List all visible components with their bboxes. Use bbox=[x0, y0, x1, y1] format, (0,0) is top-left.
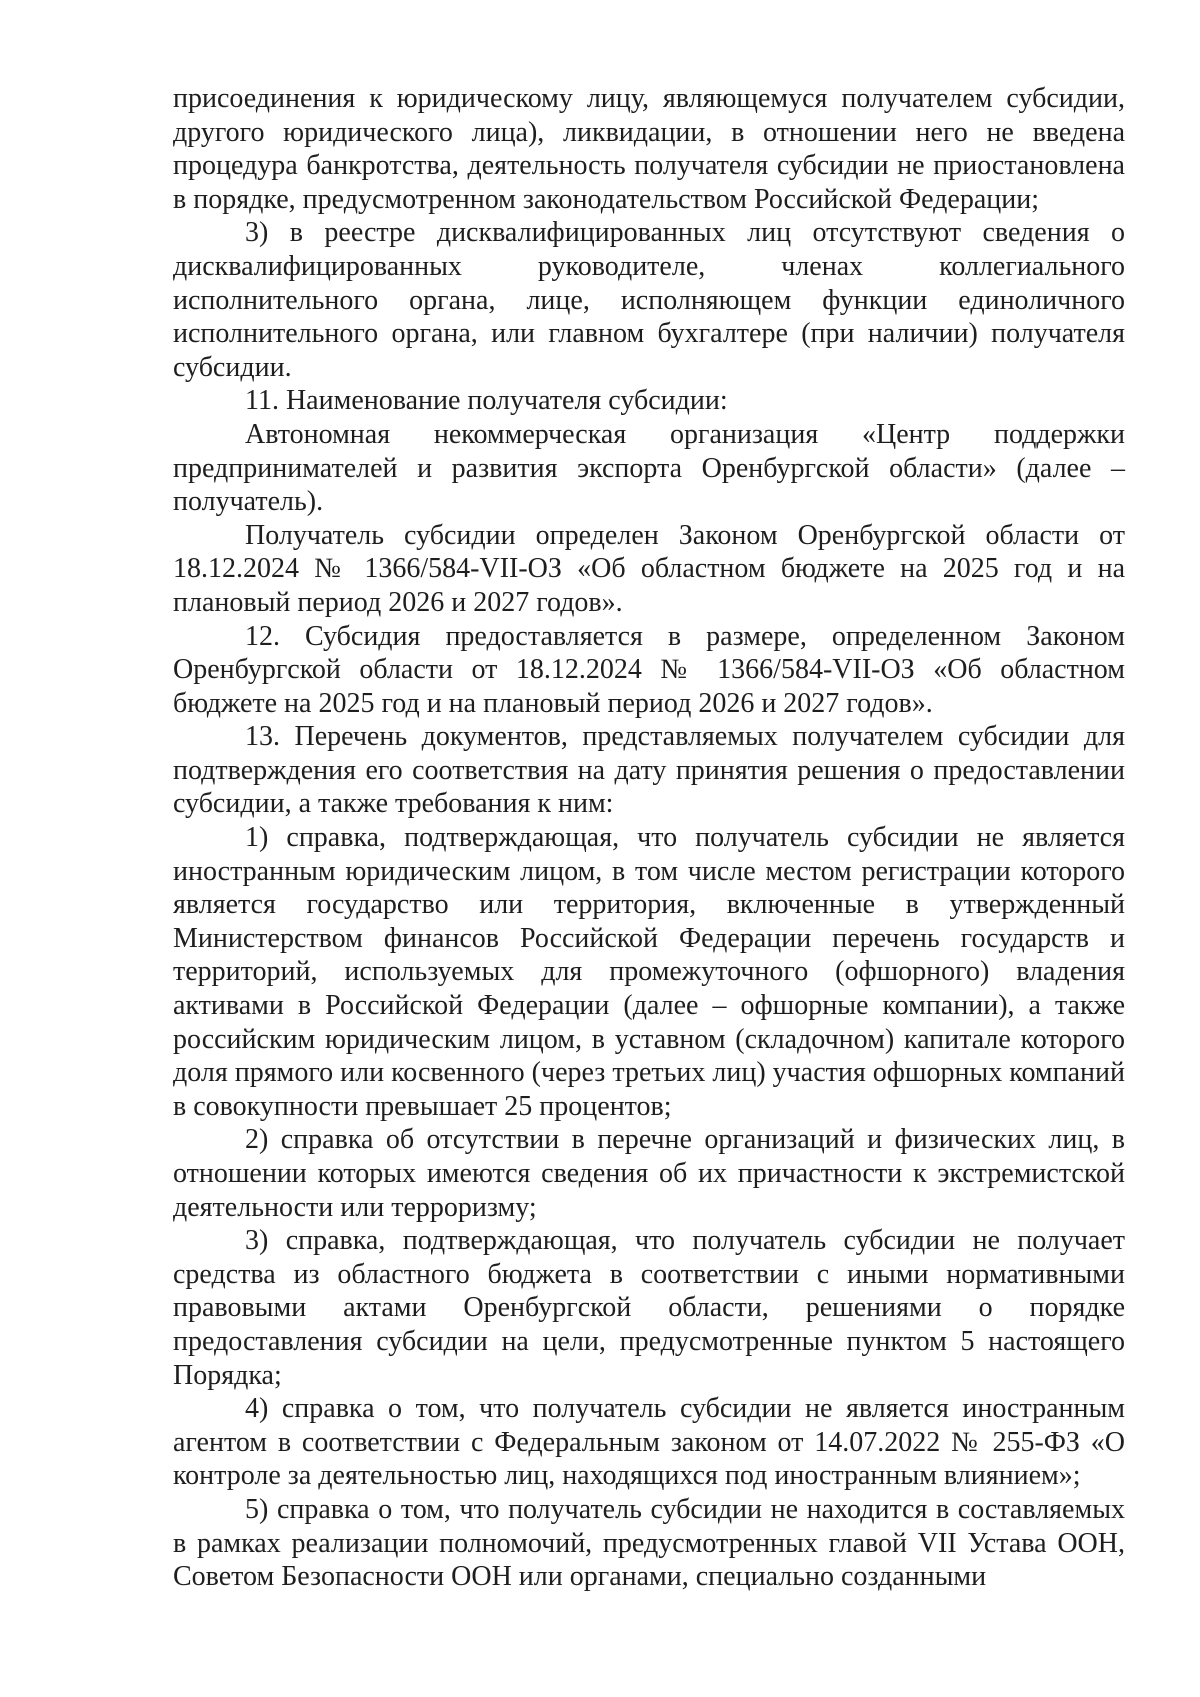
paragraph-clause-11-heading: 11. Наименование получателя субсидии: bbox=[245, 385, 728, 417]
paragraph-doc-item-4: 4) справка о том, что получатель субсидии не является иностранным агентом в соответствии с Федеральным законом от 14.07.2022 № 255-ФЗ «О контроле за деятельностью лиц, находящихся под иностранным влиянием»; bbox=[173, 1393, 1125, 1492]
paragraph-clause-12: 12. Субсидия предоставляется в размере, определенном Законом Оренбургской области от 18.12.2024 № 1366/584-VII-ОЗ «Об областном бюджете на 2025 год и на плановый период 2026 и 2027 годов». bbox=[173, 620, 1125, 719]
paragraph-doc-item-3: 3) справка, подтверждающая, что получатель субсидии не получает средства из областного бюджета в соответствии с иными нормативными правовыми актами Оренбургской области, решениями о порядке предоставления субсидии на цели, предусмотренные пунктом 5 настоящего Порядка; bbox=[173, 1225, 1125, 1391]
paragraph-doc-item-5: 5) справка о том, что получатель субсидии не находится в составляемых в рамках реализации полномочий, предусмотренных главой VII Устава ООН, Советом Безопасности ООН или органами, специально созданными bbox=[173, 1493, 1125, 1593]
paragraph-recipient-name: Автономная некоммерческая организация «Центр поддержки предпринимателей и развития экспорта Оренбургской области» (далее – получатель). bbox=[173, 418, 1125, 518]
paragraph-clause-13: 13. Перечень документов, представляемых получателем субсидии для подтверждения его соответствия на дату принятия решения о предоставлении субсидии, а также требования к ним: bbox=[173, 721, 1125, 820]
paragraph-continuation: присоединения к юридическому лицу, являющемуся получателем субсидии, другого юридического лица), ликвидации, в отношении него не введена процедура банкротства, деятельность получателя субсидии не приостановлена в порядке, предусмотренном законодательством Российской Федерации; bbox=[173, 83, 1125, 215]
paragraph-recipient-law: Получатель субсидии определен Законом Оренбургской области от 18.12.2024 № 1366/584-VII-ОЗ «Об областном бюджете на 2025 год и на плановый период 2026 и 2027 годов». bbox=[173, 519, 1125, 618]
paragraph-doc-item-1: 1) справка, подтверждающая, что получатель субсидии не является иностранным юридическим лицом, в том числе местом регистрации которого является государство или территория, включенные в утвержденный Министерством финансов Российской Федерации перечень государств и территорий, используемых для промежуточного (офшорного) владения активами в Российской Федерации (далее – офшорные компании), а также российским юридическим лицом, в уставном (складочном) капитале которого доля прямого или косвенного (через третьих лиц) участия офшорных компаний в совокупности превышает 25 процентов; bbox=[173, 822, 1125, 1122]
paragraph-item-3-disqualified: 3) в реестре дисквалифицированных лиц отсутствуют сведения о дисквалифицированных руководителе, членах коллегиального исполнительного органа, лице, исполняющем функции единоличного исполнительного органа, или главном бухгалтере (при наличии) получателя субсидии. bbox=[173, 217, 1125, 383]
paragraph-doc-item-2: 2) справка об отсутствии в перечне организаций и физических лиц, в отношении которых имеются сведения об их причастности к экстремистской деятельности или терроризму; bbox=[173, 1124, 1125, 1223]
document-page bbox=[173, 82, 1125, 1594]
